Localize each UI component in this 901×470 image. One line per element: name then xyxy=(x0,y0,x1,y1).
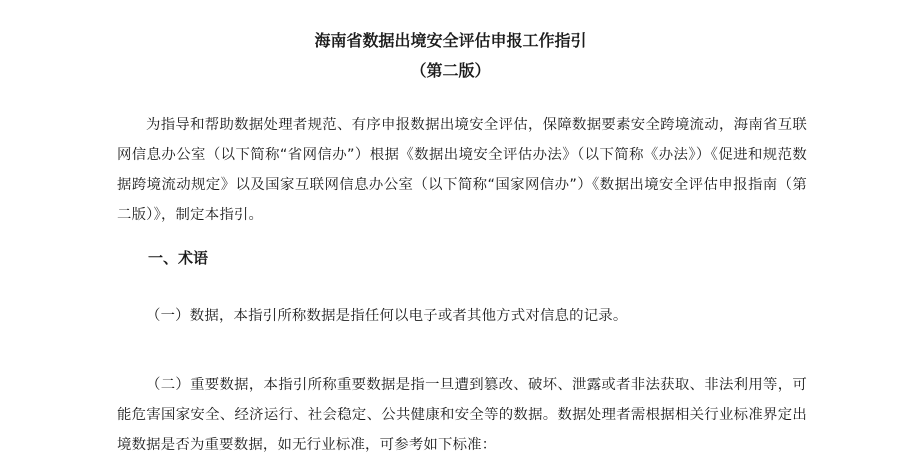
document-title: 海南省数据出境安全评估申报工作指引 xyxy=(314,31,587,50)
intro-paragraph: 为指导和帮助数据处理者规范、有序申报数据出境安全评估，保障数据要素安全跨境流动，海南省互联网信息办公室（以下简称“省网信办”）根据《数据出境安全评估办法》（以下简称《办法》）《促进和规范数据跨境流动规定》以及国家互联网信息办公室（以下简称“国家网信办”）《数据出境安全评估申报指南（第二版）》，制定本指引。 xyxy=(117,117,807,223)
definition-important-data-paragraph: （二）重要数据，本指引所称重要数据是指一旦遭到篡改、破坏、泄露或者非法获取、非法利用等，可能危害国家安全、经济运行、社会稳定、公共健康和安全等的数据。数据处理者需根据相关行业标准界定出境数据是否为重要数据，如无行业标准，可参考如下标准： xyxy=(117,377,807,453)
document-subtitle: （第二版） xyxy=(410,61,491,80)
section-heading-terms: 一、术语 xyxy=(148,249,209,267)
definition-data-paragraph: （一）数据，本指引所称数据是指任何以电子或者其他方式对信息的记录。 xyxy=(146,308,628,324)
